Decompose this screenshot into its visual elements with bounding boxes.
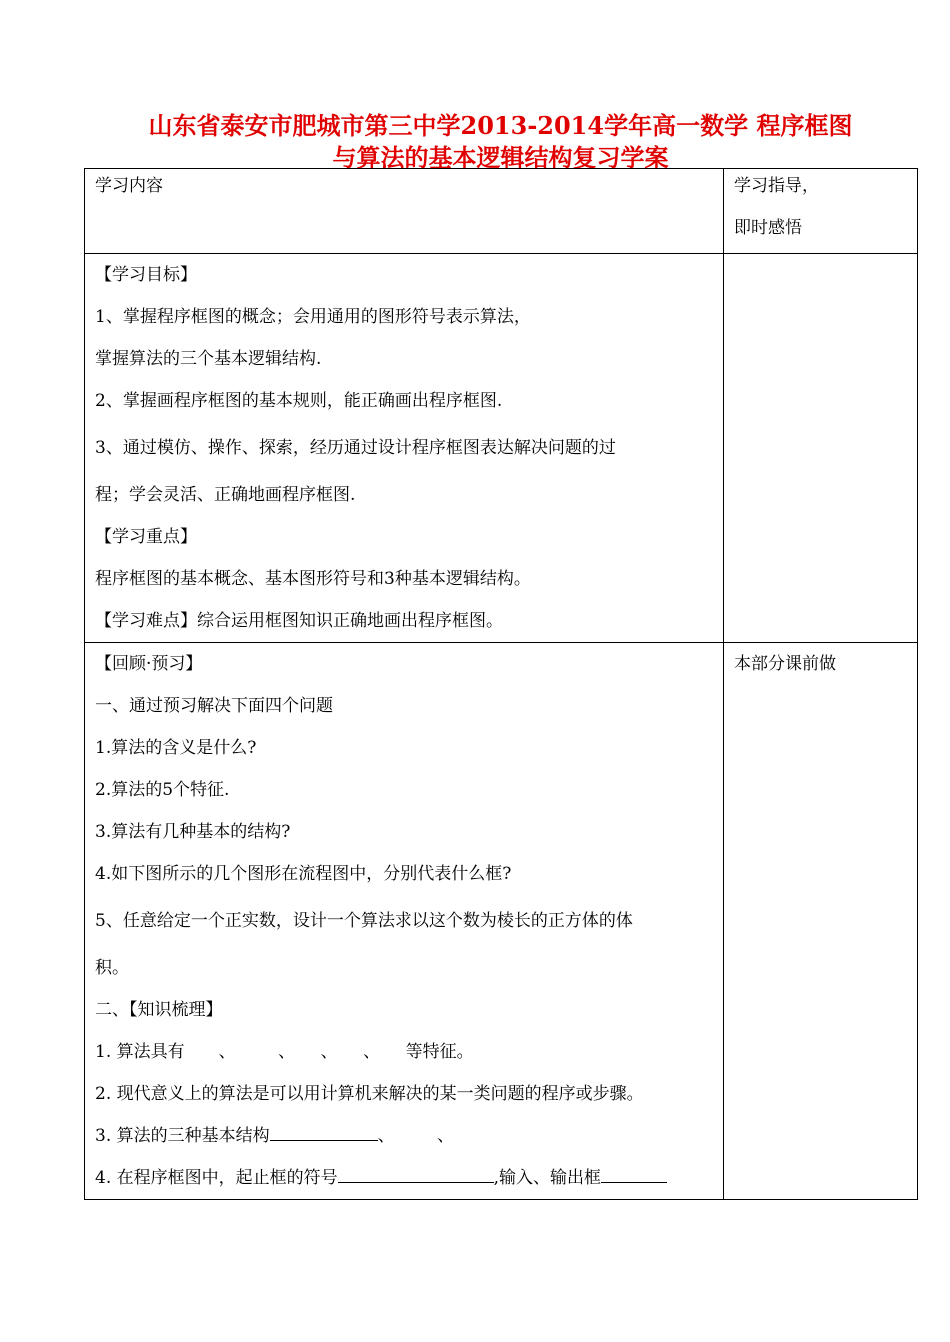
goal-item: 1、掌握程序框图的概念；会用通用的图形符号表示算法， [95, 307, 531, 327]
review-section-2: 二、【知识梳理】 [95, 1000, 223, 1020]
header-reflection-label: 即时感悟 [734, 218, 802, 238]
knowledge-item-3-suffix: 、 、 [377, 1126, 455, 1146]
header-guide-label: 学习指导， [734, 176, 819, 196]
question-5-line-1: 5、任意给定一个正实数，设计一个算法求以这个数为棱长的正方体的体 [95, 911, 633, 931]
pre-class-note: 本部分课前做 [734, 654, 836, 674]
question-1: 1.算法的含义是什么? [95, 738, 257, 758]
table-header-row [85, 169, 918, 254]
header-right-cell [724, 169, 918, 254]
question-3: 3.算法有几种基本的结构? [95, 822, 291, 842]
fill-blank-line [601, 1162, 667, 1183]
difficulty-text: 【学习难点】综合运用框图知识正确地画出程序框图。 [95, 611, 503, 631]
question-4: 4.如下图所示的几个图形在流程图中，分别代表什么框? [95, 864, 512, 884]
key-points-heading: 【学习重点】 [95, 527, 197, 547]
header-left-cell [85, 169, 724, 254]
goal-item: 3、通过模仿、操作、探索，经历通过设计程序框图表达解决问题的过 [95, 438, 616, 458]
knowledge-item-4 [95, 1157, 713, 1199]
header-content-label: 学习内容 [95, 176, 163, 196]
fill-blank-line [270, 1120, 378, 1141]
question-5-line-2: 积。 [95, 958, 129, 978]
review-notes-cell [724, 643, 918, 1200]
knowledge-item-2: 2. 现代意义上的算法是可以用计算机来解决的某一类问题的程序或步骤。 [95, 1084, 644, 1104]
goals-heading: 【学习目标】 [95, 265, 197, 285]
fill-blank-line [338, 1162, 494, 1183]
goals-notes-cell [724, 254, 918, 643]
review-cell [85, 643, 724, 1200]
review-row [85, 643, 918, 1200]
key-points-text: 程序框图的基本概念、基本图形符号和3种基本逻辑结构。 [95, 569, 531, 589]
goal-item: 掌握算法的三个基本逻辑结构. [95, 349, 322, 369]
review-heading: 【回顾·预习】 [95, 654, 203, 674]
study-plan-table [84, 168, 918, 1200]
goal-item: 2、掌握画程序框图的基本规则，能正确画出程序框图. [95, 391, 503, 411]
goals-cell [85, 254, 724, 643]
document-title [84, 110, 917, 174]
knowledge-item-3 [95, 1115, 713, 1157]
goal-item: 程；学会灵活、正确地画程序框图. [95, 485, 356, 505]
title-line-2: 与算法的基本逻辑结构复习学案 [332, 143, 669, 172]
knowledge-item-1: 1. 算法具有 、 、 、 、 等特征。 [95, 1042, 474, 1062]
review-section-1: 一、通过预习解决下面四个问题 [95, 696, 333, 716]
question-2: 2.算法的5个特征. [95, 780, 230, 800]
knowledge-item-4-mid: ,输入、输出框 [493, 1168, 602, 1188]
title-line-1: 山东省泰安市肥城市第三中学2013-2014学年高一数学 程序框图 [148, 111, 853, 140]
knowledge-item-4-prefix: 4. 在程序框图中，起止框的符号 [95, 1168, 338, 1188]
knowledge-item-3-prefix: 3. 算法的三种基本结构 [95, 1126, 270, 1146]
goals-row [85, 254, 918, 643]
